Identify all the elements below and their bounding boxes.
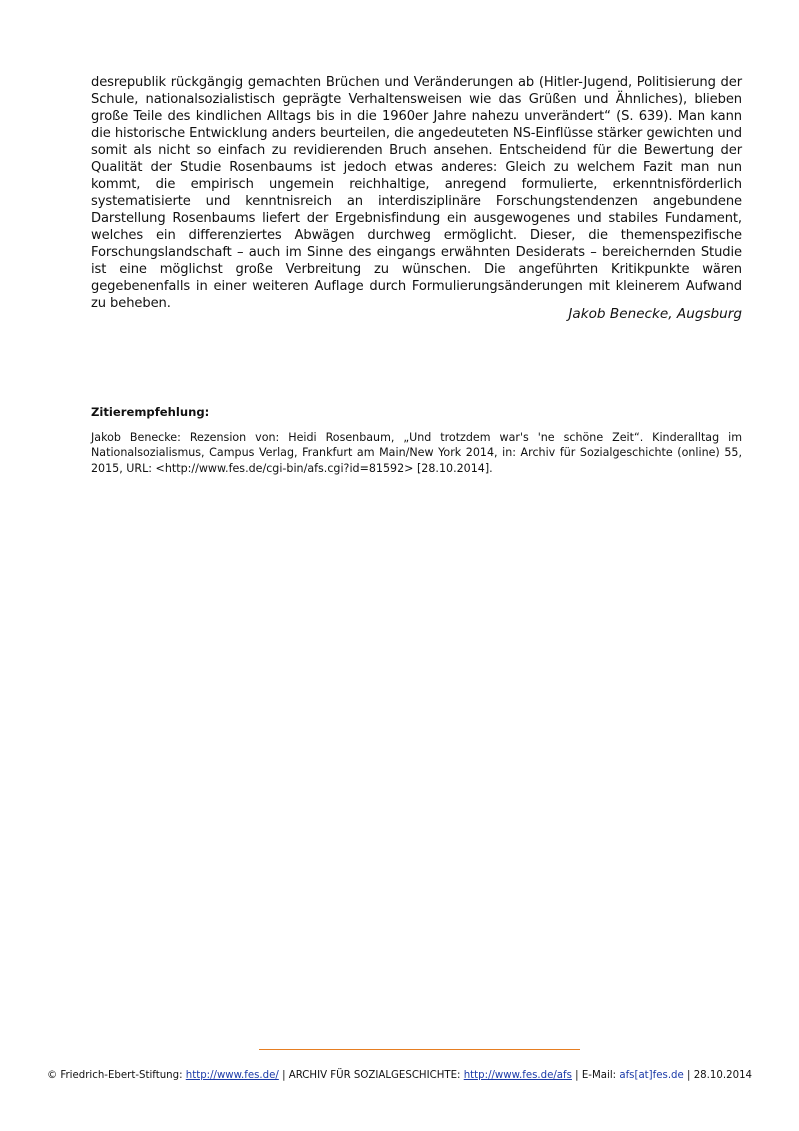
footer-divider	[259, 1049, 580, 1050]
page-footer	[0, 1069, 799, 1082]
footer-date: | 28.10.2014	[683, 1070, 753, 1081]
afs-link[interactable]: http://www.fes.de/afs	[463, 1070, 572, 1081]
footer-email[interactable]: afs[at]fes.de	[619, 1070, 684, 1081]
footer-separator: | ARCHIV FÜR SOZIALGESCHICHTE:	[278, 1070, 464, 1081]
footer-separator: | E-Mail:	[571, 1070, 620, 1081]
citation-text: Jakob Benecke: Rezension von: Heidi Rosenbaum, „Und trotzdem war's 'ne schöne Zeit“. Kinderalltag im Nationalsozialismus, Campus Verlag, Frankfurt am Main/New York 2014, in: Archiv für Sozialgeschichte (online) 55, 2015, URL: <http://www.fes.de/cgi-bin/afs.cgi?id=81592> [28.10.2014].	[91, 431, 742, 475]
citation-heading: Zitierempfehlung:	[91, 405, 210, 419]
fes-link[interactable]: http://www.fes.de/	[185, 1070, 279, 1081]
author-signature: Jakob Benecke, Augsburg	[568, 306, 742, 322]
body-paragraph: desrepublik rückgängig gemachten Brüchen und Veränderungen ab (Hitler-Jugend, Politisierung der Schule, nationalsozialistisch geprägte Verhaltensweisen wie das Grüßen und Ähnliches), blieben große Teile des kindlichen Alltags bis in die 1960er Jahre nahezu unverändert“ (S. 639). Man kann die historische Entwicklung anders beurteilen, die angedeuteten NS-Einflüsse stärker gewichten und somit als nicht so einfach zu revidierenden Bruch ansehen. Entscheidend für die Bewertung der Qualität der Studie Rosenbaums ist jedoch etwas anderes: Gleich zu welchem Fazit man nun kommt, die empirisch ungemein reichhaltige, anregend formulierte, erkenntnisförderlich systematisierte und kenntnisreich an interdisziplinäre Forschungstendenzen angebundene Darstellung Rosenbaums liefert der Ergebnisfindung ein ausgewogenes und stabiles Fundament, welches ein differenziertes Abwägen durchweg ermöglicht. Dieser, die themenspezifische Forschungslandschaft – auch im Sinne des eingangs erwähnten Desiderats – bereichernden Studie ist eine möglichst große Verbreitung zu wünschen. Die angeführten Kritikpunkte wären gegebenenfalls in einer weiteren Auflage durch Formulierungsänderungen mit kleinerem Aufwand zu beheben.	[91, 75, 742, 311]
footer-copyright: © Friedrich-Ebert-Stiftung:	[46, 1070, 186, 1081]
